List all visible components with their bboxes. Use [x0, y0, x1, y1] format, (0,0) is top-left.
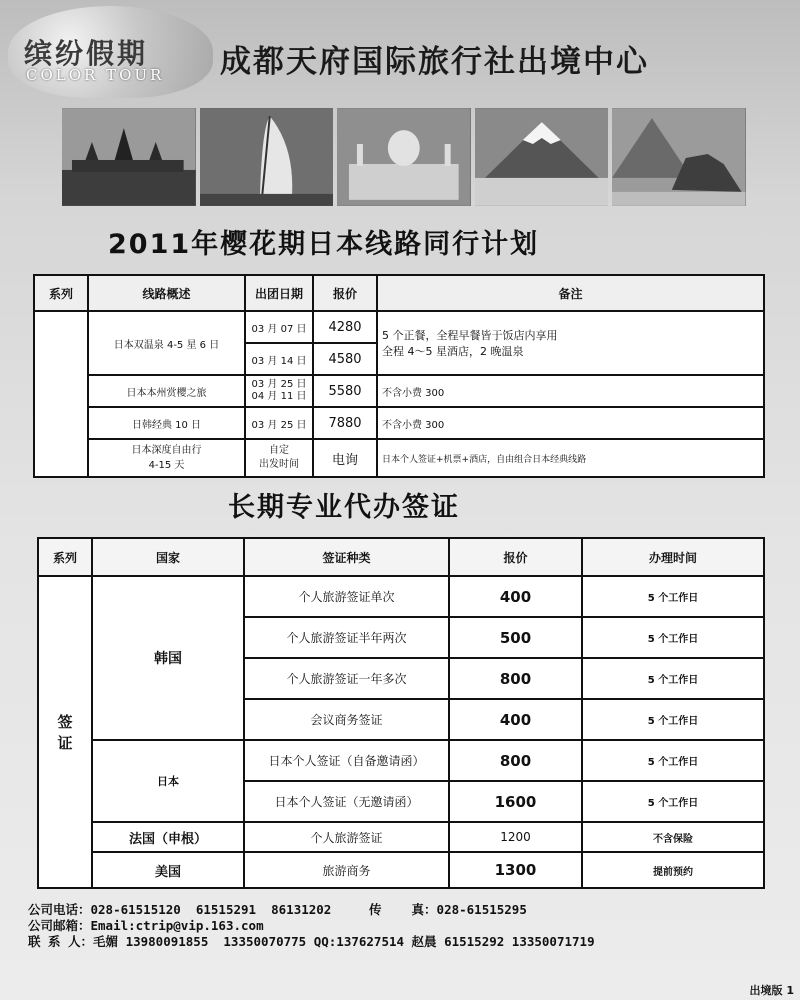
price-cell: 1600 [449, 781, 582, 822]
table-row [38, 852, 764, 888]
time-cell: 5 个工作日 [582, 576, 764, 617]
company-name: 成都天府国际旅行社出境中心 [220, 44, 649, 80]
angkor-wat-photo [62, 108, 196, 206]
time-cell: 提前预约 [582, 852, 764, 888]
col-header: 系列 [34, 275, 88, 311]
price-cell: 800 [449, 658, 582, 699]
country-cell-usa: 美国 [92, 852, 244, 888]
time-cell: 5 个工作日 [582, 617, 764, 658]
visa-type-cell: 日本个人签证（自备邀请函） [244, 740, 449, 781]
table-header-row [34, 275, 764, 311]
table-row [38, 740, 764, 781]
col-header: 出团日期 [245, 275, 313, 311]
price-cell: 400 [449, 699, 582, 740]
company-logo [8, 6, 213, 98]
price-cell: 400 [449, 576, 582, 617]
visa-table [37, 537, 765, 889]
japan-route-table [33, 274, 765, 478]
table-header-row [38, 538, 764, 576]
col-header: 签证种类 [244, 538, 449, 576]
section2-title: 长期专业代办签证 [228, 492, 460, 523]
logo-main-text: 缤纷假期 [24, 37, 149, 70]
price-cell: 1200 [449, 822, 582, 852]
visa-type-cell: 个人旅游签证一年多次 [244, 658, 449, 699]
price-cell: 1300 [449, 852, 582, 888]
country-cell-korea: 韩国 [92, 576, 244, 740]
col-header: 报价 [313, 275, 377, 311]
col-header: 线路概述 [88, 275, 245, 311]
table-row [34, 439, 764, 477]
mosque-photo [337, 108, 471, 206]
date-cell: 03 月 25 日 04 月 11 日 [245, 375, 313, 407]
visa-type-cell: 个人旅游签证单次 [244, 576, 449, 617]
col-header: 报价 [449, 538, 582, 576]
country-cell-france: 法国（申根） [92, 822, 244, 852]
date-cell: 03 月 07 日 [245, 311, 313, 343]
route-cell: 日本双温泉 4-5 星 6 日 [88, 311, 245, 375]
visa-type-cell: 个人旅游签证半年两次 [244, 617, 449, 658]
route-cell: 日韩经典 10 日 [88, 407, 245, 439]
table-row [34, 407, 764, 439]
logo-sub-text: COLOR TOUR [26, 66, 165, 84]
price-cell: 500 [449, 617, 582, 658]
burj-al-arab-photo [200, 108, 334, 206]
section1-title: 2011年樱花期日本线路同行计划 [108, 229, 540, 260]
time-cell: 不含保险 [582, 822, 764, 852]
destination-photo-strip [62, 108, 746, 206]
note-cell: 日本个人签证+机票+酒店，自由组合日本经典线路 [377, 439, 764, 477]
series-cell: 签 证 [38, 576, 92, 888]
table-row [34, 375, 764, 407]
date-cell: 自定 出发时间 [245, 439, 313, 477]
note-cell: 不含小费 300 [377, 407, 764, 439]
price-cell: 7880 [313, 407, 377, 439]
table-row [38, 576, 764, 617]
route-cell: 日本本州赏樱之旅 [88, 375, 245, 407]
time-cell: 5 个工作日 [582, 781, 764, 822]
col-header: 办理时间 [582, 538, 764, 576]
col-header: 国家 [92, 538, 244, 576]
table-row [34, 311, 764, 343]
date-cell: 03 月 14 日 [245, 343, 313, 375]
price-cell: 4280 [313, 311, 377, 343]
visa-type-cell: 日本个人签证（无邀请函） [244, 781, 449, 822]
time-cell: 5 个工作日 [582, 740, 764, 781]
price-cell: 4580 [313, 343, 377, 375]
page-number: 出境版 1 [749, 984, 794, 997]
visa-type-cell: 旅游商务 [244, 852, 449, 888]
contact-email: 公司邮箱：Email:ctrip@vip.163.com [28, 918, 264, 933]
price-cell: 800 [449, 740, 582, 781]
visa-type-cell: 会议商务签证 [244, 699, 449, 740]
country-cell-japan: 日本 [92, 740, 244, 822]
table-row [38, 822, 764, 852]
col-header: 备注 [377, 275, 764, 311]
route-cell: 日本深度自由行 4-15 天 [88, 439, 245, 477]
mount-fuji-photo [475, 108, 609, 206]
time-cell: 5 个工作日 [582, 699, 764, 740]
contact-people: 联 系 人：毛媚 13980091855 13350070775 QQ:137627514 赵晨 61515292 13350071719 [28, 934, 595, 949]
visa-type-cell: 个人旅游签证 [244, 822, 449, 852]
time-cell: 5 个工作日 [582, 658, 764, 699]
contact-info [28, 902, 595, 950]
col-header: 系列 [38, 538, 92, 576]
note-cell: 5 个正餐，全程早餐皆于饭店内享用 全程 4～5 星酒店，2 晚温泉 [377, 311, 764, 375]
date-cell: 03 月 25 日 [245, 407, 313, 439]
sphinx-pyramids-photo [612, 108, 746, 206]
price-cell: 5580 [313, 375, 377, 407]
contact-phone: 公司电话：028-61515120 61515291 86131202 传 真：028-61515295 [28, 902, 527, 917]
note-cell: 不含小费 300 [377, 375, 764, 407]
price-cell: 电询 [313, 439, 377, 477]
series-cell [34, 311, 88, 477]
